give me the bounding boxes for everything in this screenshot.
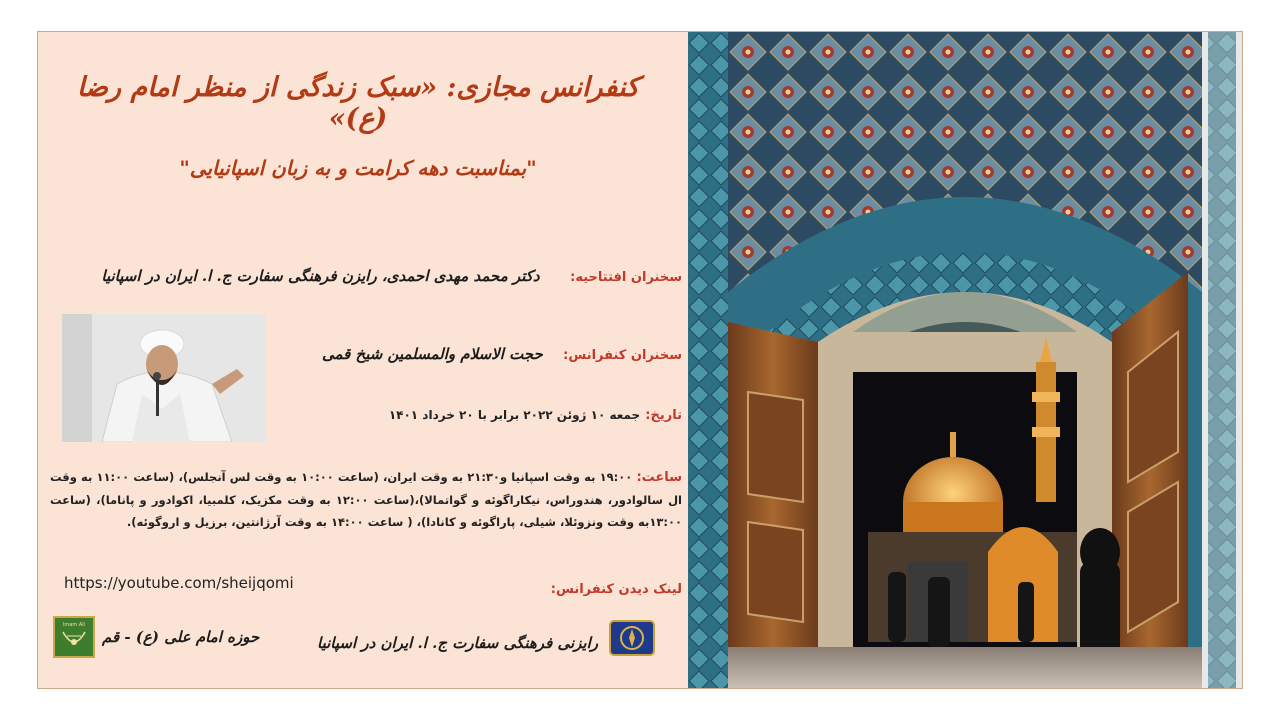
date-label: تاریخ: [645,408,682,423]
opening-speaker-name: دکتر محمد مهدی احمدی، رایزن فرهنگی سفارت ج. ا. ایران در اسپانیا [101,267,540,285]
time-value: ۱۹:۰۰ به وقت اسپانیا و۲۱:۳۰ به وقت ایران، (ساعت ۱۰:۰۰ به وقت لس آنجلس)، (ساعت ۱۱:۰۰ به وقت ال سالوادور، هندوراس، نیکاراگوئه و گواتمالا)،(ساعت ۱۲:۰۰ به وقت مکزیک، کلمبیا، اکوادور و پاناما)، (ساعت ۱۳:۰۰به وقت ونزوئلا، شیلی، پاراگوئه و کانادا)، ( ساعت ۱۴:۰۰ به وقت آرژانتین، برزیل و اروگوئه). [50,470,682,529]
green-emblem-icon [55,628,93,656]
hawza-logo-caption: Imam Ali [62,622,86,628]
link-label: لینک دیدن کنفرانس: [550,582,682,597]
conference-speaker-name: حجت الاسلام والمسلمین شیخ قمی [321,345,543,363]
conference-link[interactable]: https://youtube.com/sheijqomi [64,574,294,592]
conference-speaker-label: سخنران کنفرانس: [563,348,682,363]
shrine-photo [688,32,1242,688]
speaker-photo [62,314,266,442]
conference-speaker-row [322,344,682,363]
link-row [551,578,682,597]
poster-subtitle: "بمناسبت دهه کرامت و به زبان اسپانیایی" [179,156,537,180]
poster-frame [37,31,1243,689]
time-paragraph [50,466,682,533]
embassy-emblem-icon [609,620,655,656]
organizer-name: رایزنی فرهنگی سفارت ج. ا. ایران در اسپانیا [317,634,598,652]
hawza-name: حوزه امام علی (ع) - قم [102,628,260,646]
hawza-logo [53,616,95,658]
date-row [389,404,682,423]
time-label: ساعت: [636,470,682,485]
poster-text-panel [38,32,688,688]
poster-title: کنفرانس مجازی: «سبک زندگی از منظر امام رضا (ع)» [76,72,640,134]
opening-speaker-row [101,266,682,285]
date-value: جمعه ۱۰ ژوئن ۲۰۲۲ برابر با ۲۰ خرداد ۱۴۰۱ [388,408,641,422]
opening-speaker-label: سخنران افتتاحیه: [570,270,682,285]
